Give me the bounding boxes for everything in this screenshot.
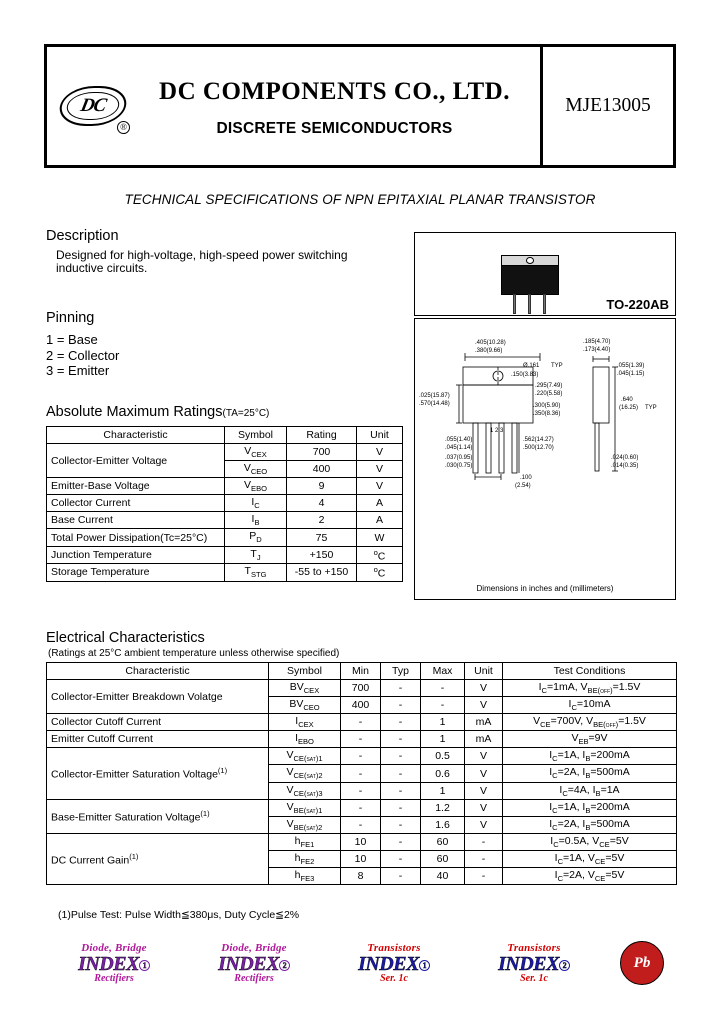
footer-link-line2: INDEX 2	[218, 954, 290, 974]
footer-link-line3: Rectifiers	[94, 972, 134, 984]
ec-cell-unit: -	[465, 833, 503, 850]
amr-cell-symbol: $T_{STG}$	[225, 564, 287, 582]
ec-cell-max: 60	[421, 833, 465, 850]
ec-cell-max: 0.6	[421, 765, 465, 782]
amr-cell-unit: A	[357, 495, 403, 512]
ec-cell-unit: V	[465, 782, 503, 799]
amr-cell-unit: A	[357, 512, 403, 529]
ec-cell-cond: $V_{EB}=9V$	[503, 731, 677, 748]
ec-cell-symbol: $h_{FE2}$	[269, 850, 341, 867]
package-body	[501, 265, 559, 295]
description-text	[56, 249, 406, 275]
description-line-2: inductive circuits.	[56, 261, 148, 275]
svg-text:.055(1.40): .055(1.40)	[445, 437, 473, 443]
amr-cell-rating: 4	[287, 495, 357, 512]
ec-cell-cond: $I_C=2A$, $I_B=500mA$	[503, 765, 677, 782]
amr-cell-unit: W	[357, 529, 403, 546]
ec-cell-char: Base-Emitter Saturation Voltage$^{(1)}$	[47, 799, 269, 833]
table-row	[47, 564, 403, 582]
svg-text:.295(7.49): .295(7.49)	[535, 383, 563, 389]
ec-cell-typ: -	[381, 782, 421, 799]
package-lead-3	[543, 294, 546, 314]
amr-cell-unit: $^o$C	[357, 546, 403, 564]
table-row	[47, 714, 677, 731]
footer-link-diode-index-1[interactable]	[60, 940, 168, 986]
footer-link-diode-index-2[interactable]	[200, 940, 308, 986]
ec-cell-typ: -	[381, 816, 421, 833]
electrical-characteristics-table	[46, 662, 677, 885]
ec-cell-min: -	[341, 731, 381, 748]
amr-col-symbol: Symbol	[225, 427, 287, 444]
ec-cell-max: 1	[421, 731, 465, 748]
amr-heading	[46, 404, 269, 420]
amr-cell-symbol: $V_{CEX}$	[225, 444, 287, 461]
ec-cell-max: -	[421, 697, 465, 714]
ec-cell-unit: mA	[465, 731, 503, 748]
header-left	[47, 47, 543, 165]
ec-cell-max: 1.2	[421, 799, 465, 816]
ec-cell-min: -	[341, 765, 381, 782]
description-heading: Description	[46, 228, 119, 244]
svg-text:(16.25): (16.25)	[619, 405, 639, 411]
amr-cell-rating: 2	[287, 512, 357, 529]
logo-diamond-shape	[56, 86, 131, 126]
ec-cell-typ: -	[381, 765, 421, 782]
ec-col-symbol: Symbol	[269, 663, 341, 680]
to220-package-drawing	[493, 239, 567, 311]
amr-heading-sub: (TA=25°C)	[222, 408, 270, 419]
table-row	[47, 731, 677, 748]
amr-cell-rating: 400	[287, 461, 357, 478]
footer-link-line3: Ser. 1c	[520, 972, 548, 984]
ec-cell-typ: -	[381, 731, 421, 748]
ec-cell-unit: -	[465, 850, 503, 867]
svg-text:.045(1.15): .045(1.15)	[617, 371, 645, 377]
amr-cell-symbol: $I_C$	[225, 495, 287, 512]
svg-text:.055(1.39): .055(1.39)	[617, 363, 645, 369]
ec-col-typ: Typ	[381, 663, 421, 680]
ec-note: (Ratings at 25°C ambient temperature unless otherwise specified)	[48, 648, 340, 659]
ec-cell-unit: V	[465, 680, 503, 697]
amr-cell-rating: +150	[287, 546, 357, 564]
package-dimension-box	[414, 318, 676, 600]
footer-link-line1: Diode, Bridge	[81, 941, 147, 954]
ec-cell-min: 8	[341, 868, 381, 885]
logo-initials: DC	[64, 92, 122, 120]
ec-cell-min: 400	[341, 697, 381, 714]
svg-text:.500(12.70): .500(12.70)	[523, 445, 554, 451]
ec-col-unit: Unit	[465, 663, 503, 680]
amr-cell-rating: 75	[287, 529, 357, 546]
ec-cell-max: 1	[421, 714, 465, 731]
ec-cell-symbol: $h_{FE3}$	[269, 868, 341, 885]
ec-col-test-conditions: Test Conditions	[503, 663, 677, 680]
ec-cell-max: 0.5	[421, 748, 465, 765]
amr-cell-symbol: $I_B$	[225, 512, 287, 529]
ec-cell-symbol: $V_{CE(sat)2}$	[269, 765, 341, 782]
pinning-heading: Pinning	[46, 310, 95, 326]
table-row	[47, 444, 403, 461]
amr-cell-rating: 700	[287, 444, 357, 461]
svg-text:.150(3.83): .150(3.83)	[511, 372, 539, 378]
footer-link-line3: Ser. 1c	[380, 972, 408, 984]
ec-cell-cond: $V_{CE}=700V$, $V_{BE(off)}=1.5V$	[503, 714, 677, 731]
ec-cell-unit: V	[465, 748, 503, 765]
svg-text:.037(0.95): .037(0.95)	[445, 455, 473, 461]
amr-cell-char: Junction Temperature	[47, 546, 225, 564]
amr-cell-char: Emitter-Base Voltage	[47, 478, 225, 495]
ec-cell-symbol: $BV_{CEO}$	[269, 697, 341, 714]
amr-heading-text: Absolute Maximum Ratings	[46, 404, 223, 420]
svg-text:.405(10.28): .405(10.28)	[475, 340, 506, 346]
ec-cell-cond: $I_C=0.5A$, $V_{CE}=5V$	[503, 833, 677, 850]
ec-cell-unit: V	[465, 697, 503, 714]
description-section	[46, 228, 406, 275]
amr-col-rating: Rating	[287, 427, 357, 444]
table-header-row	[47, 427, 403, 444]
table-row	[47, 799, 677, 816]
amr-cell-char: Total Power Dissipation(Tc=25°C)	[47, 529, 225, 546]
amr-cell-unit: V	[357, 461, 403, 478]
ec-cell-typ: -	[381, 799, 421, 816]
svg-text:.030(0.75): .030(0.75)	[445, 463, 473, 469]
svg-text:.220(5.58): .220(5.58)	[535, 391, 563, 397]
svg-text:.570(14.48): .570(14.48)	[419, 401, 450, 407]
ec-cell-symbol: $V_{CE(sat)1}$	[269, 748, 341, 765]
package-lead-1	[513, 294, 516, 314]
svg-text:.185(4.70): .185(4.70)	[583, 339, 611, 345]
amr-cell-rating: -55 to +150	[287, 564, 357, 582]
page-title: TECHNICAL SPECIFICATIONS OF NPN EPITAXIAL PLANAR TRANSISTOR	[124, 192, 596, 207]
ec-cell-cond: $I_C=2A$, $I_B=500mA$	[503, 816, 677, 833]
ec-cell-char: DC Current Gain$^{(1)}$	[47, 833, 269, 884]
ec-cell-min: -	[341, 799, 381, 816]
ec-cell-cond: $I_C=10mA$	[503, 697, 677, 714]
footer-link-line1: Transistors	[507, 941, 561, 954]
ec-cell-typ: -	[381, 868, 421, 885]
package-dimension-drawing	[415, 319, 675, 599]
absolute-maximum-ratings-table	[46, 426, 403, 582]
amr-col-characteristic: Characteristic	[47, 427, 225, 444]
table-row	[47, 680, 677, 697]
ec-cell-symbol: $h_{FE1}$	[269, 833, 341, 850]
ec-cell-cond: $I_C=1mA$, $V_{BE(off)}=1.5V$	[503, 680, 677, 697]
ec-cell-min: 700	[341, 680, 381, 697]
package-lead-2	[528, 294, 531, 314]
svg-text:1 2 3: 1 2 3	[490, 428, 504, 434]
svg-text:.640: .640	[621, 397, 633, 403]
company-logo	[47, 47, 139, 165]
ec-cell-unit: V	[465, 765, 503, 782]
ec-col-min: Min	[341, 663, 381, 680]
amr-cell-char: Collector Current	[47, 495, 225, 512]
ec-cell-unit: -	[465, 868, 503, 885]
svg-text:.350(8.36): .350(8.36)	[533, 411, 561, 417]
svg-text:TYP: TYP	[551, 363, 563, 369]
amr-cell-rating: 9	[287, 478, 357, 495]
ec-cell-typ: -	[381, 697, 421, 714]
svg-text:TYP: TYP	[645, 405, 657, 411]
pin-item-2: 2 = Collector	[46, 347, 120, 363]
ec-cell-max: 1	[421, 782, 465, 799]
pin-item-3: 3 = Emitter	[46, 363, 110, 378]
company-name: DC COMPONENTS CO., LTD.	[159, 78, 510, 105]
ec-cell-min: -	[341, 714, 381, 731]
footer-link-line2: INDEX 1	[78, 954, 150, 974]
ec-cell-typ: -	[381, 833, 421, 850]
pinning-section	[46, 310, 306, 379]
table-row	[47, 478, 403, 495]
svg-text:Ø.161: Ø.161	[523, 363, 540, 369]
ec-cell-min: -	[341, 782, 381, 799]
ec-cell-max: 60	[421, 850, 465, 867]
header-titles	[139, 74, 540, 138]
svg-text:.025(15.87): .025(15.87)	[419, 393, 450, 399]
package-photo-box	[414, 232, 676, 316]
ec-cell-max: 1.6	[421, 816, 465, 833]
ec-cell-max: 40	[421, 868, 465, 885]
ec-cell-min: 10	[341, 850, 381, 867]
amr-cell-symbol: $V_{EBO}$	[225, 478, 287, 495]
package-mounting-hole	[526, 257, 534, 264]
ec-cell-unit: V	[465, 799, 503, 816]
footer-link-transistor-index-2[interactable]	[480, 940, 588, 986]
amr-col-unit: Unit	[357, 427, 403, 444]
amr-cell-char: Collector-Emitter Voltage	[47, 444, 225, 478]
ec-cell-unit: mA	[465, 714, 503, 731]
ec-cell-cond: $I_C=1A$, $I_B=200mA$	[503, 799, 677, 816]
footer-link-transistor-index-1[interactable]	[340, 940, 448, 986]
ec-cell-cond: $I_C=2A$, $V_{CE}=5V$	[503, 868, 677, 885]
footer-link-line3: Rectifiers	[234, 972, 274, 984]
ec-cell-cond: $I_C=1A$, $V_{CE}=5V$	[503, 850, 677, 867]
svg-text:.380(9.66): .380(9.66)	[475, 348, 503, 354]
package-label: TO-220AB	[606, 297, 669, 312]
svg-text:.300(5.90): .300(5.90)	[533, 403, 561, 409]
document-header	[44, 44, 676, 168]
footer-link-line1: Transistors	[367, 941, 421, 954]
amr-cell-unit: V	[357, 444, 403, 461]
ec-heading: Electrical Characteristics	[46, 630, 205, 646]
svg-text:.100: .100	[520, 475, 532, 481]
table-row	[47, 546, 403, 564]
lead-free-badge-icon: Pb	[620, 941, 664, 985]
footer-link-line2: INDEX 1	[358, 954, 430, 974]
amr-cell-symbol: $V_{CEO}$	[225, 461, 287, 478]
ec-cell-symbol: $V_{CE(sat)3}$	[269, 782, 341, 799]
ec-cell-typ: -	[381, 748, 421, 765]
amr-cell-unit: V	[357, 478, 403, 495]
ec-cell-typ: -	[381, 850, 421, 867]
ec-cell-symbol: $V_{BE(sat)2}$	[269, 816, 341, 833]
ec-cell-char: Collector-Emitter Saturation Voltage$^{(1)}$	[47, 748, 269, 799]
table-row	[47, 512, 403, 529]
amr-cell-symbol: $T_J$	[225, 546, 287, 564]
pinning-list	[46, 332, 306, 379]
footer-navigation	[44, 930, 680, 996]
ec-cell-unit: V	[465, 816, 503, 833]
ec-cell-symbol: $V_{BE(sat)1}$	[269, 799, 341, 816]
amr-cell-char: Base Current	[47, 512, 225, 529]
ec-cell-typ: -	[381, 714, 421, 731]
dimension-caption: Dimensions in inches and (millimeters)	[476, 584, 614, 593]
ec-footnote: (1)Pulse Test: Pulse Width≦380μs, Duty Cycle≦2%	[58, 909, 300, 921]
table-row	[47, 748, 677, 765]
ec-cell-min: -	[341, 816, 381, 833]
ec-cell-max: -	[421, 680, 465, 697]
ec-cell-char: Emitter Cutoff Current	[47, 731, 269, 748]
footer-link-line1: Diode, Bridge	[221, 941, 287, 954]
table-row	[47, 833, 677, 850]
footer-link-line2: INDEX 2	[498, 954, 570, 974]
table-row	[47, 495, 403, 512]
ec-cell-min: -	[341, 748, 381, 765]
svg-text:.173(4.40): .173(4.40)	[583, 347, 611, 353]
ec-cell-cond: $I_C=4A$, $I_B=1A$	[503, 782, 677, 799]
part-number: MJE13005	[565, 95, 651, 116]
ec-cell-min: 10	[341, 833, 381, 850]
ec-cell-symbol: $BV_{CEX}$	[269, 680, 341, 697]
amr-cell-symbol: $P_D$	[225, 529, 287, 546]
table-header-row	[47, 663, 677, 680]
ec-cell-char: Collector Cutoff Current	[47, 714, 269, 731]
amr-cell-unit: $^o$C	[357, 564, 403, 582]
svg-text:.024(0.60): .024(0.60)	[611, 455, 639, 461]
ec-cell-typ: -	[381, 680, 421, 697]
svg-text:.014(0.35): .014(0.35)	[611, 463, 639, 469]
amr-cell-char: Storage Temperature	[47, 564, 225, 582]
svg-text:(2.54): (2.54)	[515, 483, 531, 489]
ec-cell-char: Collector-Emitter Breakdown Volatge	[47, 680, 269, 714]
description-line-1: Designed for high-voltage, high-speed power switching	[56, 248, 348, 262]
registered-trademark-icon: ®	[117, 121, 130, 134]
ec-col-max: Max	[421, 663, 465, 680]
company-tagline: DISCRETE SEMICONDUCTORS	[216, 120, 453, 137]
pin-item-1: 1 = Base	[46, 332, 98, 347]
svg-text:.045(1.14): .045(1.14)	[445, 445, 473, 451]
ec-cell-symbol: $I_{CEX}$	[269, 714, 341, 731]
ec-col-characteristic: Characteristic	[47, 663, 269, 680]
table-row	[47, 529, 403, 546]
ec-cell-cond: $I_C=1A$, $I_B=200mA$	[503, 748, 677, 765]
svg-text:.562(14.27): .562(14.27)	[523, 437, 554, 443]
ec-cell-symbol: $I_{EBO}$	[269, 731, 341, 748]
